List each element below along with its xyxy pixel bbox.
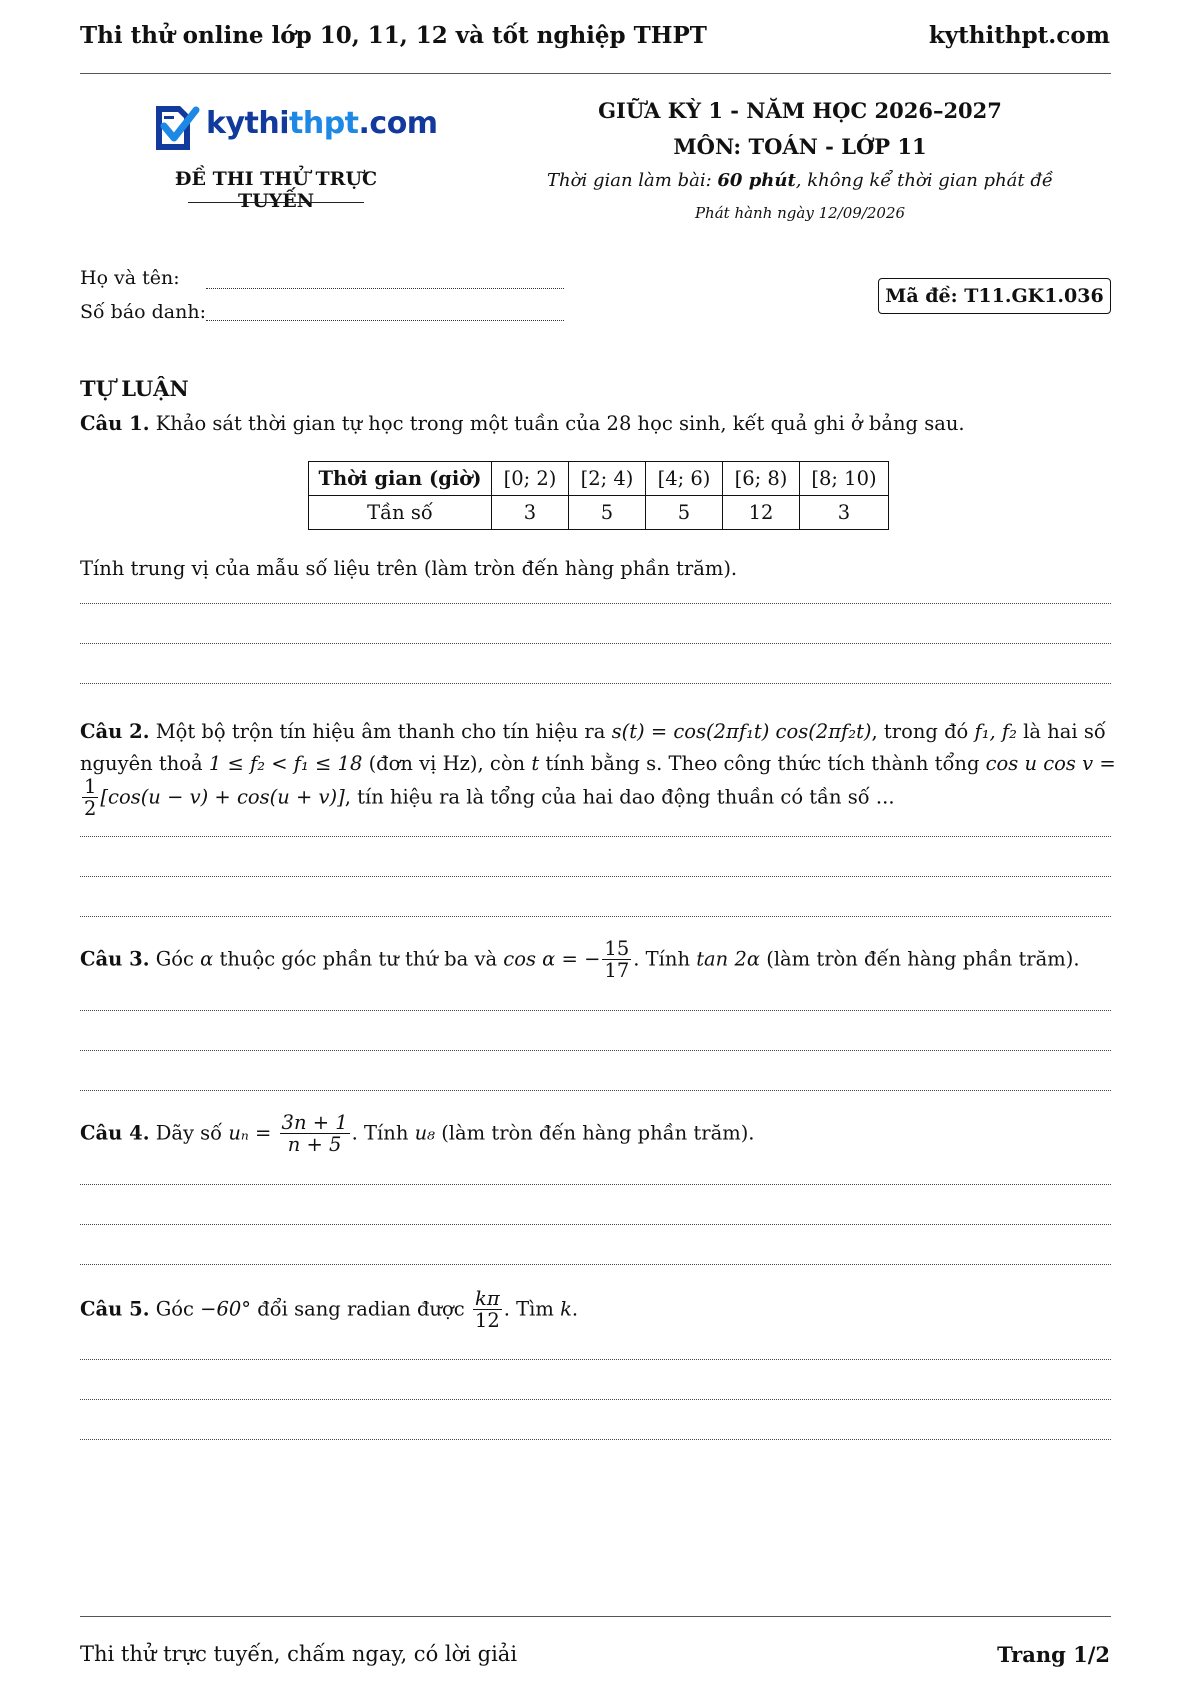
answer-line[interactable] — [80, 1010, 1111, 1011]
q4-text: Dãy số — [155, 1121, 229, 1145]
answer-line[interactable] — [80, 1224, 1111, 1225]
q2-text: nguyên thoả — [80, 752, 209, 775]
fraction-numerator: 3n + 1 — [281, 1111, 348, 1134]
question-1 — [80, 408, 1111, 440]
q2-math: [cos(u − v) + cos(u + v)] — [100, 785, 345, 809]
q2-math: s(t) = cos(2πf₁t) cos(2πf₂t) — [611, 720, 872, 743]
answer-line[interactable] — [80, 1050, 1111, 1051]
candidate-id-field[interactable] — [206, 320, 564, 321]
q3-text: (làm tròn đến hàng phần trăm). — [760, 947, 1080, 971]
time-prefix: Thời gian làm bài: — [547, 170, 718, 191]
table-row — [309, 462, 889, 496]
frequency-table — [308, 461, 889, 530]
question-5 — [80, 1288, 1111, 1332]
q2-text: Một bộ trộn tín hiệu âm thanh cho tín hiệu ra — [155, 720, 612, 743]
q2-text: tính bằng s. Theo công thức tích thành tổng — [539, 752, 986, 775]
footer-divider — [80, 1616, 1111, 1617]
table-interval: [0; 2) — [492, 462, 569, 496]
q3-math: cos α = − — [503, 947, 601, 971]
q2-line-1 — [80, 716, 1111, 748]
q3-text: . Tính — [633, 947, 697, 971]
q3-label: Câu 3. — [80, 947, 150, 971]
q5-math: k — [560, 1297, 572, 1321]
fraction-numerator: kπ — [473, 1288, 502, 1310]
table-row — [309, 496, 889, 530]
q1-label: Câu 1. — [80, 412, 150, 435]
q2-label: Câu 2. — [80, 720, 150, 743]
q4-math: uₙ — [228, 1121, 249, 1145]
subtitle-underline — [188, 202, 364, 203]
table-header-label: Thời gian (giờ) — [309, 462, 492, 496]
q3-text: thuộc góc phần tư thứ ba và — [213, 947, 504, 971]
fraction-denominator: 17 — [604, 959, 630, 983]
exam-subject: MÔN: TOÁN - LỚP 11 — [673, 134, 927, 159]
q3-math: α — [200, 947, 214, 971]
q2-math: cos u cos v = — [985, 752, 1116, 775]
answer-line[interactable] — [80, 603, 1111, 604]
exam-type-subtitle: ĐỀ THI THỬ TRỰC TUYẾN — [174, 168, 378, 212]
fraction-numerator: 1 — [84, 775, 97, 798]
q2-line-3 — [80, 776, 1111, 820]
table-frequency: 12 — [723, 496, 800, 530]
site-logo — [150, 100, 438, 156]
logo-part-2: thpt — [289, 106, 359, 141]
q3-fraction — [602, 938, 631, 982]
q3-math: tan 2α — [696, 947, 761, 971]
page-number: Trang 1/2 — [997, 1642, 1110, 1667]
footer-tagline: Thi thử trực tuyến, chấm ngay, có lời giải — [80, 1642, 518, 1666]
q4-text: = — [248, 1121, 278, 1145]
answer-line[interactable] — [80, 1439, 1111, 1440]
logo-part-3: .com — [358, 106, 438, 141]
exam-title: GIỮA KỲ 1 - NĂM HỌC 2026–2027 — [598, 98, 1002, 123]
q2-math: 1 ≤ f₂ < f₁ ≤ 18 — [208, 752, 363, 775]
table-interval: [8; 10) — [800, 462, 889, 496]
q3-text: Góc — [155, 947, 201, 971]
question-3 — [80, 938, 1111, 982]
fraction-denominator: n + 5 — [287, 1133, 342, 1157]
question-4 — [80, 1112, 1111, 1156]
answer-line[interactable] — [80, 683, 1111, 684]
table-interval: [4; 6) — [646, 462, 723, 496]
question-2 — [80, 716, 1116, 821]
candidate-id-label: Số báo danh: — [80, 301, 207, 323]
q4-fraction — [280, 1112, 350, 1156]
answer-line[interactable] — [80, 1090, 1111, 1091]
answer-line[interactable] — [80, 1184, 1111, 1185]
section-title: TỰ LUẬN — [80, 376, 189, 401]
q5-text: . Tìm — [503, 1297, 561, 1321]
fraction-numerator: 15 — [604, 937, 630, 960]
logo-part-1: kythi — [206, 106, 289, 141]
exam-code-badge: Mã đề: T11.GK1.036 — [878, 278, 1111, 314]
q2-text: , tín hiệu ra là tổng của hai dao động thuần có tần số ... — [344, 785, 895, 809]
q1-text: Khảo sát thời gian tự học trong một tuần của 28 học sinh, kết quả ghi ở bảng sau. — [155, 412, 965, 435]
answer-line[interactable] — [80, 643, 1111, 644]
q1-prompt: Tính trung vị của mẫu số liệu trên (làm tròn đến hàng phần trăm). — [80, 557, 738, 580]
header-divider — [80, 73, 1111, 74]
logo-wordmark — [206, 106, 438, 141]
answer-line[interactable] — [80, 1264, 1111, 1265]
answer-line[interactable] — [80, 916, 1111, 917]
header-site[interactable]: kythithpt.com — [928, 22, 1110, 49]
q4-label: Câu 4. — [80, 1121, 150, 1145]
table-row-label: Tần số — [309, 496, 492, 530]
exam-duration — [540, 170, 1060, 191]
table-frequency: 3 — [492, 496, 569, 530]
fraction-denominator: 12 — [474, 1309, 500, 1333]
q2-text: , trong đó — [871, 720, 975, 743]
q5-fraction — [473, 1288, 502, 1332]
table-interval: [2; 4) — [569, 462, 646, 496]
answer-line[interactable] — [80, 1359, 1111, 1360]
fraction-denominator: 2 — [84, 797, 97, 821]
answer-line[interactable] — [80, 876, 1111, 877]
q2-text: (đơn vị Hz), còn — [362, 752, 532, 775]
time-suffix: , không kể thời gian phát đề — [795, 170, 1053, 191]
header-title: Thi thử online lớp 10, 11, 12 và tốt nghiệp THPT — [80, 22, 707, 49]
q4-math: u₈ — [414, 1121, 435, 1145]
q4-text: (làm tròn đến hàng phần trăm). — [435, 1121, 755, 1145]
q2-text: là hai số — [1016, 720, 1106, 743]
table-frequency: 3 — [800, 496, 889, 530]
q5-text: . — [571, 1297, 579, 1321]
table-frequency: 5 — [646, 496, 723, 530]
q2-fraction — [82, 776, 98, 820]
logo-icon — [150, 102, 200, 154]
release-date: Phát hành ngày 12/09/2026 — [694, 204, 906, 222]
q5-text: đổi sang radian được — [251, 1297, 471, 1321]
q5-label: Câu 5. — [80, 1297, 150, 1321]
q4-text: . Tính — [351, 1121, 415, 1145]
table-frequency: 5 — [569, 496, 646, 530]
table-interval: [6; 8) — [723, 462, 800, 496]
candidate-name-field[interactable] — [206, 288, 564, 289]
q2-math: t — [531, 752, 540, 775]
answer-line[interactable] — [80, 836, 1111, 837]
q5-text: Góc — [155, 1297, 201, 1321]
candidate-name-label: Họ và tên: — [80, 267, 180, 289]
time-value: 60 phút — [717, 170, 796, 191]
q2-math: f₁, f₂ — [974, 720, 1017, 743]
answer-line[interactable] — [80, 1399, 1111, 1400]
q5-math: −60° — [200, 1297, 252, 1321]
